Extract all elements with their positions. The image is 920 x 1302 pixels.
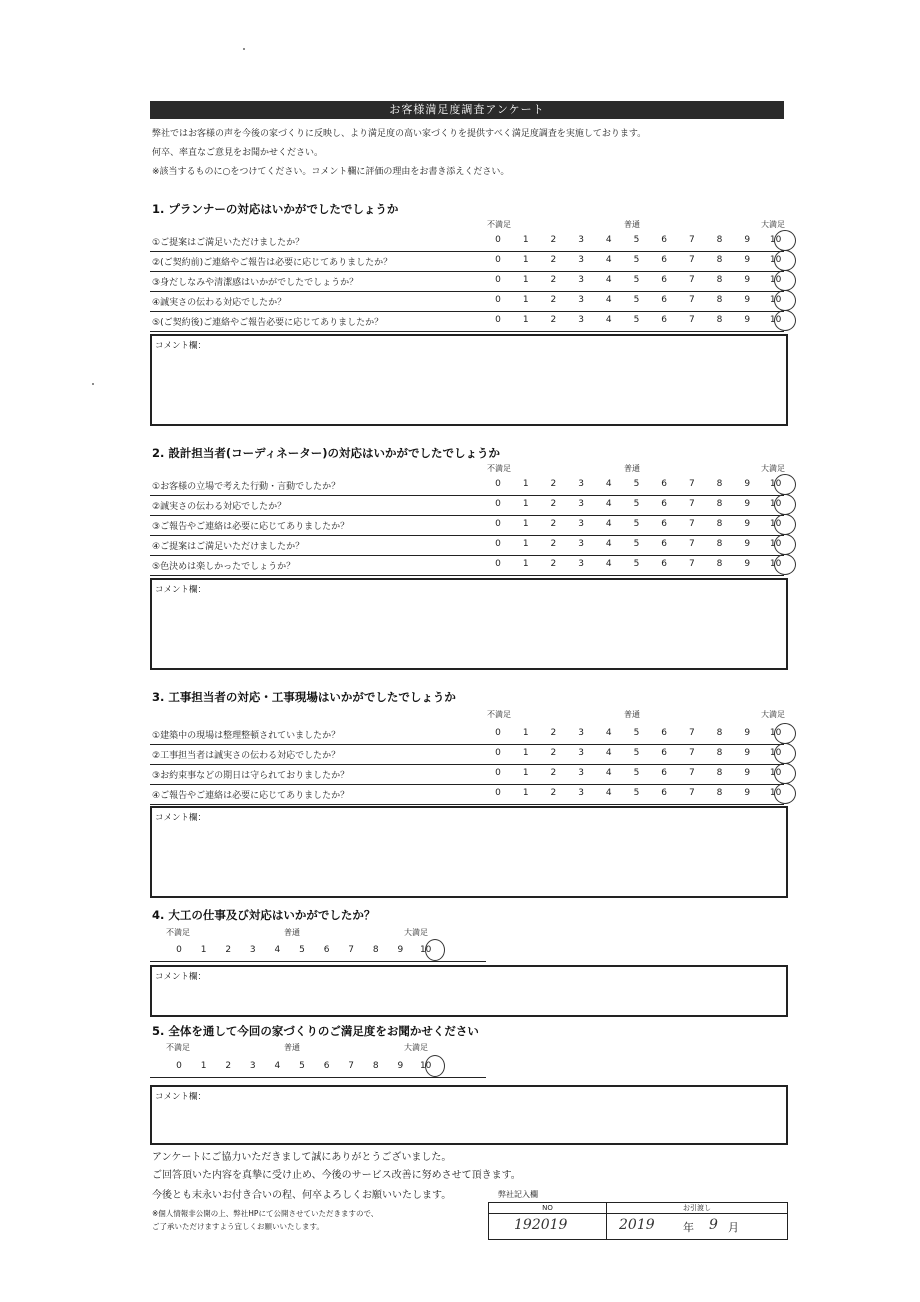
footer-line-3: 今後とも末永いお付き合いの程、何卒よろしくお願いいたします。 <box>152 1190 452 1201</box>
rating-option-8[interactable]: 8 <box>716 235 723 245</box>
rating-scale <box>493 295 780 305</box>
rating-option-7[interactable]: 7 <box>688 235 695 245</box>
rating-option-9[interactable]: 9 <box>744 275 751 285</box>
selected-answer-circle <box>774 763 796 784</box>
rating-option-7[interactable]: 7 <box>348 945 355 955</box>
rating-option-8[interactable]: 8 <box>716 295 723 305</box>
rating-option-3[interactable]: 3 <box>578 235 584 245</box>
rating-option-8[interactable]: 8 <box>716 748 723 758</box>
scale-low-label: 不満足 <box>487 220 511 229</box>
rating-option-8[interactable]: 8 <box>716 539 723 549</box>
question-text: ④誠実さの伝わる対応でしたか？ <box>152 298 287 308</box>
rating-option-2[interactable]: 2 <box>550 235 557 245</box>
rating-option-10[interactable]: 10 <box>419 945 432 955</box>
scale-high-label: 大満足 <box>404 928 428 937</box>
rating-option-0[interactable]: 0 <box>495 275 501 285</box>
rating-option-2[interactable]: 2 <box>550 479 557 489</box>
rating-option-10[interactable]: 10 <box>769 235 782 245</box>
rating-option-0[interactable]: 0 <box>495 499 501 509</box>
question-text: ④ご報告やご連絡は必要に応じてありましたか？ <box>152 791 350 801</box>
rating-option-2[interactable]: 2 <box>550 519 557 529</box>
rating-option-9[interactable]: 9 <box>744 479 751 489</box>
rating-option-10[interactable]: 10 <box>769 519 782 529</box>
question-row <box>150 292 784 312</box>
selected-answer-circle <box>774 310 796 331</box>
rating-option-4[interactable]: 4 <box>605 315 612 325</box>
no-value[interactable]: 192019 <box>514 1217 568 1233</box>
rating-option-8[interactable]: 8 <box>716 519 723 529</box>
rating-option-1[interactable]: 1 <box>522 748 529 758</box>
rating-option-5[interactable]: 5 <box>633 275 640 285</box>
rating-option-8[interactable]: 8 <box>716 559 723 569</box>
survey-title: お客様満足度調査アンケート <box>150 101 784 119</box>
rating-option-3[interactable]: 3 <box>578 275 584 285</box>
question-text: ③ご報告やご連絡は必要に応じてありましたか？ <box>152 522 350 532</box>
privacy-note-2: ご了承いただけますよう宜しくお願いいたします。 <box>152 1222 324 1231</box>
rating-option-2[interactable]: 2 <box>550 275 557 285</box>
rating-option-7[interactable]: 7 <box>348 1061 355 1071</box>
handover-year[interactable]: 2019 <box>619 1217 655 1233</box>
rating-option-10[interactable]: 10 <box>769 499 782 509</box>
scale-high-label: 大満足 <box>761 464 785 473</box>
no-header: NO <box>489 1203 607 1214</box>
rating-option-3[interactable]: 3 <box>578 748 584 758</box>
rating-option-7[interactable]: 7 <box>688 539 695 549</box>
rating-option-4[interactable]: 4 <box>605 275 612 285</box>
question-text: ②誠実さの伝わる対応でしたか？ <box>152 502 287 512</box>
rating-option-8[interactable]: 8 <box>372 945 379 955</box>
question-row <box>150 765 784 785</box>
rating-option-4[interactable]: 4 <box>605 559 612 569</box>
rating-option-2[interactable]: 2 <box>550 539 557 549</box>
rating-option-2[interactable]: 2 <box>550 295 557 305</box>
rating-option-6[interactable]: 6 <box>661 519 667 529</box>
rating-option-5[interactable]: 5 <box>633 519 640 529</box>
rating-option-3[interactable]: 3 <box>578 539 584 549</box>
year-unit: 年 <box>683 1221 694 1234</box>
rating-option-1[interactable]: 1 <box>522 315 529 325</box>
rating-option-5[interactable]: 5 <box>633 235 640 245</box>
question-text: ⑤(ご契約後)ご連絡やご報告必要に応じてありましたか？ <box>152 318 384 328</box>
comment-label: コメント欄： <box>155 813 207 823</box>
rating-option-8[interactable]: 8 <box>716 275 723 285</box>
question-text: ①お客様の立場で考えた行動・言動でしたか？ <box>152 482 341 492</box>
handover-header: お引渡し <box>607 1203 787 1214</box>
rating-option-2[interactable]: 2 <box>550 728 557 738</box>
rating-option-3[interactable]: 3 <box>249 1061 256 1071</box>
question-text: ②工事担当者は誠実さの伝わる対応でしたか？ <box>152 751 341 761</box>
rating-option-1[interactable]: 1 <box>200 945 207 955</box>
rating-scale <box>493 315 780 325</box>
rating-option-8[interactable]: 8 <box>716 255 723 265</box>
rating-option-5[interactable]: 5 <box>633 788 640 798</box>
rating-option-4[interactable]: 4 <box>605 748 612 758</box>
rating-option-5[interactable]: 5 <box>633 499 640 509</box>
rating-option-3[interactable]: 3 <box>578 479 584 489</box>
rating-option-0[interactable]: 0 <box>495 315 501 325</box>
rating-option-3[interactable]: 3 <box>578 519 584 529</box>
table-divider <box>606 1203 607 1239</box>
privacy-note-1: ※個人情報非公開の上、弊社HPにて公開させていただきますので、 <box>152 1209 379 1218</box>
question-text: ③お約束事などの期日は守られておりましたか？ <box>152 771 350 781</box>
rating-scale <box>493 255 780 265</box>
rating-option-1[interactable]: 1 <box>522 519 529 529</box>
scale-high-label: 大満足 <box>404 1043 428 1052</box>
question-row <box>150 496 784 516</box>
rating-option-9[interactable]: 9 <box>397 1061 404 1071</box>
selected-answer-circle <box>774 783 796 804</box>
rating-option-6[interactable]: 6 <box>661 235 667 245</box>
selected-answer-circle <box>425 939 445 961</box>
rating-option-9[interactable]: 9 <box>744 295 751 305</box>
rating-option-3[interactable]: 3 <box>249 945 256 955</box>
rating-option-6[interactable]: 6 <box>661 295 667 305</box>
rating-option-4[interactable]: 4 <box>274 945 281 955</box>
rating-scale <box>174 1061 430 1071</box>
rating-scale <box>493 499 780 509</box>
rating-option-2[interactable]: 2 <box>550 788 557 798</box>
rating-option-0[interactable]: 0 <box>495 539 501 549</box>
rating-option-7[interactable]: 7 <box>688 479 695 489</box>
question-row <box>150 556 784 576</box>
intro-line-3: ※該当するものに○をつけてください。コメント欄に評価の理由をお書き添えください。 <box>152 167 510 177</box>
rating-option-7[interactable]: 7 <box>688 275 695 285</box>
selected-answer-circle <box>774 250 796 271</box>
selected-answer-circle <box>774 723 796 744</box>
rating-option-10[interactable]: 10 <box>769 748 782 758</box>
rating-scale <box>493 748 780 758</box>
selected-answer-circle <box>774 290 796 311</box>
rating-option-9[interactable]: 9 <box>744 788 751 798</box>
rating-option-5[interactable]: 5 <box>633 559 640 569</box>
rating-option-9[interactable]: 9 <box>744 255 751 265</box>
comment-box[interactable] <box>150 965 788 1017</box>
rating-option-0[interactable]: 0 <box>495 559 501 569</box>
selected-answer-circle <box>774 554 796 575</box>
rating-option-6[interactable]: 6 <box>661 539 667 549</box>
scale-high-label: 大満足 <box>761 220 785 229</box>
rating-option-2[interactable]: 2 <box>550 315 557 325</box>
rating-option-4[interactable]: 4 <box>605 295 612 305</box>
rating-option-1[interactable]: 1 <box>522 728 529 738</box>
rating-option-0[interactable]: 0 <box>495 519 501 529</box>
rating-option-8[interactable]: 8 <box>716 788 723 798</box>
rating-option-10[interactable]: 10 <box>769 295 782 305</box>
rating-option-3[interactable]: 3 <box>578 315 584 325</box>
rating-option-9[interactable]: 9 <box>744 728 751 738</box>
rating-option-9[interactable]: 9 <box>744 519 751 529</box>
rating-option-0[interactable]: 0 <box>495 295 501 305</box>
scan-speck <box>243 48 245 50</box>
rating-option-9[interactable]: 9 <box>744 499 751 509</box>
rating-option-3[interactable]: 3 <box>578 728 584 738</box>
rating-option-6[interactable]: 6 <box>661 479 667 489</box>
rating-option-5[interactable]: 5 <box>633 315 640 325</box>
rating-option-4[interactable]: 4 <box>605 539 612 549</box>
rating-scale <box>493 728 780 738</box>
section-1-title: 1. プランナーの対応はいかがでしたでしょうか <box>152 202 399 216</box>
rating-option-1[interactable]: 1 <box>522 539 529 549</box>
rating-option-3[interactable]: 3 <box>578 255 584 265</box>
section-3-title: 3. 工事担当者の対応・工事現場はいかがでしたでしょうか <box>152 690 456 704</box>
rating-option-0[interactable]: 0 <box>495 235 501 245</box>
rating-option-10[interactable]: 10 <box>769 539 782 549</box>
rating-scale <box>493 275 780 285</box>
rating-option-6[interactable]: 6 <box>323 1061 330 1071</box>
rating-option-0[interactable]: 0 <box>176 945 182 955</box>
rating-option-2[interactable]: 2 <box>550 255 557 265</box>
rating-option-10[interactable]: 10 <box>769 315 782 325</box>
rating-option-7[interactable]: 7 <box>688 519 695 529</box>
rating-scale <box>493 539 780 549</box>
footer-line-2: ご回答頂いた内容を真摯に受け止め、今後のサービス改善に努めさせて頂きます。 <box>152 1170 521 1181</box>
rating-row <box>150 1058 486 1078</box>
question-row <box>150 536 784 556</box>
rating-option-8[interactable]: 8 <box>716 768 723 778</box>
section-5-title: 5. 全体を通して今回の家づくりのご満足度をお聞かせください <box>152 1024 479 1038</box>
rating-option-1[interactable]: 1 <box>522 479 529 489</box>
rating-option-9[interactable]: 9 <box>744 315 751 325</box>
rating-option-5[interactable]: 5 <box>633 768 640 778</box>
month-unit: 月 <box>728 1221 739 1234</box>
rating-option-0[interactable]: 0 <box>495 748 501 758</box>
selected-answer-circle <box>774 474 796 495</box>
rating-option-2[interactable]: 2 <box>550 499 557 509</box>
rating-option-2[interactable]: 2 <box>550 768 557 778</box>
rating-option-10[interactable]: 10 <box>769 275 782 285</box>
selected-answer-circle <box>774 534 796 555</box>
rating-option-2[interactable]: 2 <box>550 559 557 569</box>
question-row <box>150 785 784 805</box>
footer-thanks: アンケートにご協力いただきまして誠にありがとうございました。 <box>152 1152 452 1163</box>
intro-line-1: 弊社ではお客様の声を今後の家づくりに反映し、より満足度の高い家づくりを提供すべく満足度調査を実施しております。 <box>152 129 647 139</box>
selected-answer-circle <box>774 494 796 515</box>
rating-option-2[interactable]: 2 <box>225 945 232 955</box>
comment-box[interactable] <box>150 1085 788 1145</box>
rating-option-9[interactable]: 9 <box>744 559 751 569</box>
comment-label: コメント欄： <box>155 585 207 595</box>
rating-option-10[interactable]: 10 <box>769 255 782 265</box>
office-use-table <box>488 1202 788 1240</box>
rating-option-10[interactable]: 10 <box>769 768 782 778</box>
rating-option-4[interactable]: 4 <box>605 519 612 529</box>
selected-answer-circle <box>774 514 796 535</box>
selected-answer-circle <box>774 270 796 291</box>
rating-option-7[interactable]: 7 <box>688 788 695 798</box>
rating-option-0[interactable]: 0 <box>495 255 501 265</box>
rating-option-9[interactable]: 9 <box>744 768 751 778</box>
rating-option-1[interactable]: 1 <box>522 788 529 798</box>
rating-option-7[interactable]: 7 <box>688 768 695 778</box>
comment-label: コメント欄： <box>155 341 207 351</box>
rating-option-8[interactable]: 8 <box>716 499 723 509</box>
rating-option-0[interactable]: 0 <box>495 788 501 798</box>
selected-answer-circle <box>774 743 796 764</box>
rating-option-0[interactable]: 0 <box>495 728 501 738</box>
rating-option-3[interactable]: 3 <box>578 768 584 778</box>
rating-option-4[interactable]: 4 <box>605 235 612 245</box>
rating-option-5[interactable]: 5 <box>633 479 640 489</box>
rating-option-10[interactable]: 10 <box>769 559 782 569</box>
rating-option-1[interactable]: 1 <box>522 295 529 305</box>
rating-option-5[interactable]: 5 <box>633 539 640 549</box>
question-text: ①建築中の現場は整理整頓されていましたか？ <box>152 731 341 741</box>
question-row <box>150 745 784 765</box>
comment-label: コメント欄： <box>155 972 207 982</box>
rating-option-7[interactable]: 7 <box>688 315 695 325</box>
question-text: ①ご提案はご満足いただけましたか？ <box>152 238 305 248</box>
rating-option-1[interactable]: 1 <box>522 768 529 778</box>
rating-option-10[interactable]: 10 <box>769 728 782 738</box>
intro-line-2: 何卒、率直なご意見をお聞かせください。 <box>152 148 324 158</box>
scan-speck <box>92 383 94 385</box>
rating-option-1[interactable]: 1 <box>522 255 529 265</box>
rating-option-4[interactable]: 4 <box>274 1061 281 1071</box>
rating-option-6[interactable]: 6 <box>661 499 667 509</box>
rating-option-4[interactable]: 4 <box>605 479 612 489</box>
rating-option-5[interactable]: 5 <box>299 945 305 955</box>
rating-option-0[interactable]: 0 <box>495 479 501 489</box>
rating-option-6[interactable]: 6 <box>661 748 667 758</box>
rating-option-1[interactable]: 1 <box>522 235 529 245</box>
comment-box[interactable] <box>150 806 788 898</box>
rating-scale <box>493 519 780 529</box>
rating-option-3[interactable]: 3 <box>578 788 584 798</box>
rating-option-3[interactable]: 3 <box>578 295 584 305</box>
section-4-title: 4. 大工の仕事及び対応はいかがでしたか？ <box>152 908 376 922</box>
question-row <box>150 252 784 272</box>
rating-scale <box>493 768 780 778</box>
rating-option-9[interactable]: 9 <box>744 539 751 549</box>
rating-option-5[interactable]: 5 <box>633 255 640 265</box>
rating-option-1[interactable]: 1 <box>522 499 529 509</box>
rating-row <box>150 942 486 962</box>
comment-box[interactable] <box>150 578 788 670</box>
rating-scale <box>493 235 780 245</box>
scale-mid-label: 普通 <box>624 220 640 229</box>
rating-option-7[interactable]: 7 <box>688 295 695 305</box>
rating-option-4[interactable]: 4 <box>605 788 612 798</box>
scale-mid-label: 普通 <box>284 1043 300 1052</box>
selected-answer-circle <box>774 230 796 251</box>
scale-low-label: 不満足 <box>166 1043 190 1052</box>
question-row <box>150 232 784 252</box>
scale-low-label: 不満足 <box>166 928 190 937</box>
rating-option-1[interactable]: 1 <box>522 559 529 569</box>
question-text: ④ご提案はご満足いただけましたか？ <box>152 542 305 552</box>
rating-option-1[interactable]: 1 <box>200 1061 207 1071</box>
rating-option-2[interactable]: 2 <box>550 748 557 758</box>
rating-option-8[interactable]: 8 <box>716 728 723 738</box>
comment-box[interactable] <box>150 334 788 426</box>
rating-option-4[interactable]: 4 <box>605 255 612 265</box>
rating-option-5[interactable]: 5 <box>633 728 640 738</box>
scale-low-label: 不満足 <box>487 710 511 719</box>
scale-mid-label: 普通 <box>284 928 300 937</box>
rating-option-6[interactable]: 6 <box>661 728 667 738</box>
rating-option-7[interactable]: 7 <box>688 255 695 265</box>
rating-option-6[interactable]: 6 <box>661 788 667 798</box>
rating-option-10[interactable]: 10 <box>769 479 782 489</box>
rating-option-0[interactable]: 0 <box>176 1061 182 1071</box>
rating-option-7[interactable]: 7 <box>688 559 695 569</box>
question-row <box>150 312 784 332</box>
rating-scale <box>493 559 780 569</box>
rating-option-6[interactable]: 6 <box>661 559 667 569</box>
scale-mid-label: 普通 <box>624 710 640 719</box>
rating-option-9[interactable]: 9 <box>744 748 751 758</box>
comment-label: コメント欄： <box>155 1092 207 1102</box>
rating-option-1[interactable]: 1 <box>522 275 529 285</box>
rating-option-5[interactable]: 5 <box>633 295 640 305</box>
rating-option-5[interactable]: 5 <box>299 1061 305 1071</box>
rating-option-8[interactable]: 8 <box>716 479 723 489</box>
scale-high-label: 大満足 <box>761 710 785 719</box>
rating-option-7[interactable]: 7 <box>688 748 695 758</box>
question-text: ⑤色決めは楽しかったでしょうか？ <box>152 562 296 572</box>
office-use-label: 弊社記入欄 <box>498 1190 538 1199</box>
section-2-title: 2. 設計担当者(コーディネーター)の対応はいかがでしたでしょうか <box>152 446 500 460</box>
rating-option-5[interactable]: 5 <box>633 748 640 758</box>
rating-option-2[interactable]: 2 <box>225 1061 232 1071</box>
rating-option-8[interactable]: 8 <box>372 1061 379 1071</box>
rating-option-3[interactable]: 3 <box>578 499 584 509</box>
rating-option-7[interactable]: 7 <box>688 728 695 738</box>
rating-option-4[interactable]: 4 <box>605 728 612 738</box>
rating-option-9[interactable]: 9 <box>744 235 751 245</box>
rating-option-6[interactable]: 6 <box>661 315 667 325</box>
scale-mid-label: 普通 <box>624 464 640 473</box>
rating-option-6[interactable]: 6 <box>661 768 667 778</box>
rating-option-10[interactable]: 10 <box>769 788 782 798</box>
rating-option-3[interactable]: 3 <box>578 559 584 569</box>
handover-month[interactable]: 9 <box>709 1217 718 1233</box>
rating-option-6[interactable]: 6 <box>661 275 667 285</box>
rating-option-6[interactable]: 6 <box>323 945 330 955</box>
rating-option-4[interactable]: 4 <box>605 499 612 509</box>
rating-scale <box>493 788 780 798</box>
rating-option-10[interactable]: 10 <box>419 1061 432 1071</box>
rating-scale <box>493 479 780 489</box>
scale-low-label: 不満足 <box>487 464 511 473</box>
rating-option-4[interactable]: 4 <box>605 768 612 778</box>
rating-option-7[interactable]: 7 <box>688 499 695 509</box>
question-text: ③身だしなみや清潔感はいかがでしたでしょうか？ <box>152 278 359 288</box>
question-row <box>150 516 784 536</box>
rating-scale <box>174 945 430 955</box>
rating-option-0[interactable]: 0 <box>495 768 501 778</box>
rating-option-8[interactable]: 8 <box>716 315 723 325</box>
rating-option-6[interactable]: 6 <box>661 255 667 265</box>
question-row <box>150 725 784 745</box>
question-text: ②(ご契約前)ご連絡やご報告は必要に応じてありましたか？ <box>152 258 393 268</box>
selected-answer-circle <box>425 1055 445 1077</box>
question-row <box>150 476 784 496</box>
question-row <box>150 272 784 292</box>
rating-option-9[interactable]: 9 <box>397 945 404 955</box>
